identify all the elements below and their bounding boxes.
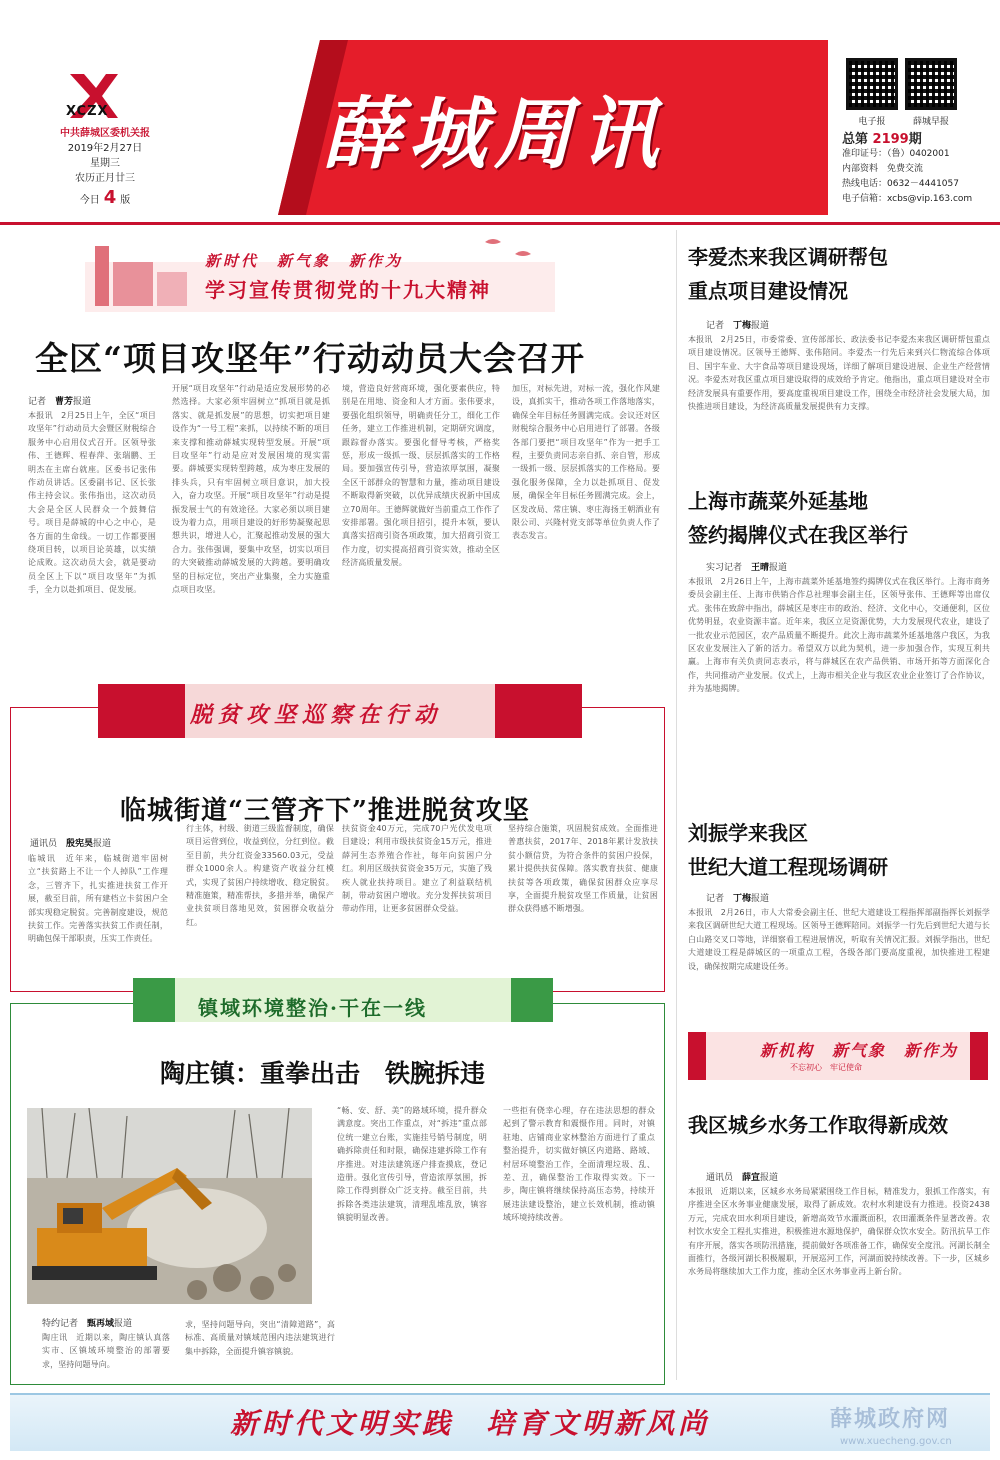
qr2-label: 薛城早报	[912, 117, 949, 127]
masthead-left-info	[30, 126, 180, 208]
lead-body-col-3: 境，营造良好营商环境，强化要素供应，特别是在用地、资金和人才方面。张伟要求，要强化组织领导，明确责任分工，细化工作任务，建立工作推进机制，定期研究调度，跟踪督办落实。要强化督导考核，严格奖惩，形成一级抓一级、层层抓落实的工作格局。要加强宣传引导，营造浓厚氛围，凝聚全区干部群众的智慧和力量，推动项目建设不断取得新突破，以优异成绩庆祝新中国成立70周年。王德辉就做好当前重点工作作了安排部署。强化项目招引，提升本领，要认真落实招商引资各项政策，加大招商引资工作力度，切实提高招商引资实效，推动全区经济高质量发展。	[342, 384, 500, 568]
right-story-1-headline[interactable]: 李爱杰来我区调研帮包 重点项目建设情况	[688, 245, 888, 303]
new-agency-banner-subtitle: 不忘初心 牢记使命	[790, 1063, 862, 1072]
congress-banner-title: 学习宣传贯彻党的十九大精神	[205, 278, 491, 302]
newspaper-title: 薛城周讯	[322, 89, 667, 180]
environment-headline[interactable]: 陶庄镇：重拳出击 铁腕拆违	[160, 1059, 486, 1088]
environment-body-col-1: 陶庄讯 近期以来，陶庄镇认真落实市、区镇域环境整治的部署要求，坚持问题导向。	[42, 1333, 170, 1369]
right-story-2-byline: 实习记者 王晴报道	[706, 563, 788, 573]
right-story-4-body: 本报讯 近期以来，区城乡水务局紧紧围绕工作目标，精准发力，狠抓工作落实，有序推进全区水务事业健康发展，取得了新成效。农村水利建设有力推进。投资2438万元，完成农田水利项目建设，新增高效节水灌溉面积，农田灌溉条件显著改善。农村饮水安全工程扎实推进，积极推进水源地保护，确保群众饮水安全。防汛抗旱工作有序开展，落实各项防汛措施，提前做好各项准备工作，确保安全度汛。河湖长制全面推行，各级河湖长积极履职，开展巡河工作，河湖面貌持续改善。下一步，区城乡水务局将继续加大工作力度，推动全区水务事业再上新台阶。	[688, 1187, 990, 1277]
environment-body-col-4: 一些拒有侥幸心理，存在违法思想的群众起到了警示教育和震慑作用。同时，对镇驻地、店铺商业家林整治方面进行了重点整治提升，切实做好镇区内道路、路域、村居环境整治工作，全面清理垃圾、乱、差、丑，确保整治工作取得实效。下一步，陶庄镇将继续保持高压态势，持续开展违法建设整治，建立长效机制，推动镇域环境持续改善。	[503, 1106, 655, 1223]
poverty-body-col-2: 行主体，村级、街道三级监督制度，确保项目运营到位，收益到位，分红到位。截至目前，共分红资金33560.03元，受益群众1000余人。构建资产收益分红模式，实现了贫困户持续增收、稳定脱贫。精准施策，精准帮扶，多措并举，确保产业扶贫项目落地见效，贫困群众收益分红。	[186, 824, 334, 927]
poverty-body-col-1: 临城讯 近年来，临城街道牢固树立“扶贫路上不让一个人掉队”工作理念，三管齐下，扎实推进扶贫工作开展，截至目前，所有建档立卡贫困户全部实现稳定脱贫。完善制度建设，规范扶贫工作。完善落实扶贫工作责任制，明确包保干部职责，压实工作责任。	[28, 854, 168, 944]
right-story-2-body: 本报讯 2月26日上午，上海市蔬菜外延基地签约揭牌仪式在我区举行。上海市商务委员会副主任、上海市供销合作总社理事会副主任，区领导张伟、王德辉等出席仪式。张伟在致辞中指出，薛城区是枣庄市的政治、经济、文化中心，交通便利，区位优势明显，农业资源丰富。近年来，我区立足资源优势，大力发展现代农业，建设了一批农业示范园区，农产品质量不断提升。此次上海市蔬菜外延基地落户我区，为我区农业发展注入了新的活力。希望双方以此为契机，进一步加强合作，实现互利共赢。上海市有关负责同志表示，将与薛城区在农产品供销、市场开拓等方面深化合作，共同推动产业发展。仪式上，上海市相关企业与我区农业企业签订了合作协议，并为基地揭牌。	[688, 577, 990, 694]
environment-body-col-2: 求，坚持问题导向，突出“清障道路”，高标准、高质量对镇域范围内违法建筑进行集中拆除，全面提升镇容镇貌。	[185, 1320, 335, 1356]
column-divider	[676, 230, 677, 1380]
distribution-note: 内部资料 免费交流	[842, 164, 924, 174]
weekday: 星期三	[90, 158, 120, 169]
morning-paper-qr-icon[interactable]	[905, 58, 957, 110]
poverty-byline: 通讯员 殷宪昊报道	[30, 839, 112, 849]
poverty-headline[interactable]: 临城街道“三管齐下”推进脱贫攻坚	[120, 796, 530, 826]
right-story-3-body: 本报讯 2月26日，市人大常委会副主任、世纪大道建设工程指挥部副指挥长刘振学来我区调研世纪大道工程现场。区领导王德辉陪同。刘振学一行先后到世纪大道与长白山路交叉口等地，详细察看工程进展情况，听取有关情况汇报。刘振学指出，世纪大道建设工程是薛城区的一项重点工程，各级各部门要高度重视，加快推进工程建设，确保按期完成建设任务。	[688, 908, 990, 971]
right-story-3-byline: 记者 丁梅报道	[706, 894, 770, 904]
masthead	[0, 0, 1000, 225]
right-story-3-headline[interactable]: 刘振学来我区 世纪大道工程现场调研	[688, 821, 888, 879]
watermark: 薛城政府网	[830, 1407, 951, 1432]
watermark-url: www.xuecheng.gov.cn	[840, 1436, 952, 1447]
right-story-2-headline[interactable]: 上海市蔬菜外延基地 签约揭牌仪式在我区举行	[688, 489, 908, 547]
lead-body-col-4: 加压，对标先进，对标一流，强化作风建设，真抓实干，推动各项工作落地落实，确保全年目标任务圆满完成。会议还对区财税综合服务中心启用进行了部署。各级各部门要把“项目攻坚年”作为一把手工程，主要负责同志亲自抓、亲自管，形成一级抓一级、层层抓落实的工作格局。要强化服务保障，全力以赴抓项目、促发展，确保全年目标任务圆满完成。会上，区发改局、常庄镇、枣庄海扬王朝酒业有限公司、兴隆村党支部等单位负责人作了表态发言。	[512, 384, 660, 541]
lead-headline[interactable]: 全区“项目攻坚年”行动动员大会召开	[35, 339, 585, 378]
epaper-qr-icon[interactable]	[846, 58, 898, 110]
poverty-banner-title: 脱贫攻坚巡察在行动	[190, 702, 443, 728]
right-story-1-byline: 记者 丁梅报道	[706, 321, 770, 331]
issue-number: 总第 2199期	[842, 132, 922, 147]
lead-body-col-2: 开展“项目攻坚年”行动是适应发展形势的必然选择。大家必须牢固树立“抓项目就是抓落实、就是抓发展”的思想，切实把项目建设作为“一号工程”来抓，以持续不断的项目来支撑和推动薛城实现转型发展。开展“项目攻坚年”行动是应对发展困境的现实需要。薛城要实现转型跨越，成为枣庄发展的排头兵，只有牢固树立项目意识，加大投入，奋力攻坚。开展“项目攻坚年”行动是提振发展士气的有效途径。大家必须以项目建设为着力点，用项目建设的好形势凝聚起思想共识，增进人心，汇聚起推动发展的强大合力。张伟强调，要集中攻坚，切实以项目的大突破推动薛城发展的大跨越。要明确攻坚的目标定位，突出产业集聚，全力实施重点项目攻坚。	[172, 384, 330, 595]
new-agency-banner-title: 新机构 新气象 新作为	[760, 1041, 959, 1060]
lead-byline: 记者 曹芳报道	[28, 397, 92, 407]
poverty-body-col-4: 坚持综合施策，巩固脱贫成效。全面推进普惠扶贫，2017年、2018年累计发放扶贫小额信贷，为符合条件的贫困户投保，累计提供扶贫保障。落实教育扶贫、健康扶贫等各项政策，确保贫困群众应享尽享，全面提升脱贫攻坚工作质量，让贫困群众获得感不断增强。	[508, 824, 658, 914]
environment-banner-title: 镇域环境整治·干在一线	[198, 996, 427, 1020]
right-story-1-body: 本报讯 2月25日，市委常委、宣传部部长、政法委书记李爱杰来我区调研帮包重点项目建设情况。区领导王德辉、张伟陪同。李爱杰一行先后来到兴仁物流综合体项目、国宇车业、大宇食品等项目建设现场，详细了解项目建设进展、企业生产经营情况。李爱杰对我区重点项目建设取得的成效给予肯定。他指出，重点项目建设对全市经济发展具有重要作用，要高度重视项目建设工作，围绕全市经济社会发展大局，加快推进项目建设，为经济高质量发展提供有力支撑。	[688, 335, 990, 412]
page-count: 今日 4 版	[79, 187, 131, 208]
environment-body-col-3: “畅、安、舒、美”的路域环境，提升群众满意度。突出工作重点，对“拆违”重点部位统一建立台账，实施挂号销号制度，明确拆除责任和时限，确保违建拆除工作有序推进。对违法建筑逐户排查摸底，登记造册。强化宣传引导，营造浓厚氛围，拆除工作得到群众广泛支持。截至目前，共拆除各类违法建筑，清理乱堆乱放，镇容镇貌明显改善。	[337, 1106, 487, 1223]
email: 电子信箱：xcbs@vip.163.com	[842, 194, 973, 204]
org-name: 中共薛城区委机关报	[60, 128, 150, 139]
masthead-right-info	[842, 132, 992, 207]
qr1-label: 电子报	[858, 117, 886, 127]
lead-body-col-1: 本报讯 2月25日上午，全区“项目攻坚年”行动动员大会暨区财税综合服务中心启用仪式召开。区领导张伟、王德辉、程春萍、张瑞鹏、王明杰在主席台就座。区委书记张伟作动员讲话。区委副书记、区长张伟主持会议。张伟指出，这次动员大会是全区人民群众一个鼓舞信号。项目是薛城的中心之中心，是各方面的生命线。一切工作都要围绕项目转，以项目论英雄，以实绩论成败。这次动员大会，就是要动员全区上下以“项目攻坚年”为抓手，全力以赴抓项目、促发展。	[28, 411, 156, 595]
permit-number: 准印证号：（鲁）0402001	[842, 149, 950, 159]
environment-byline: 特约记者 甄再域报道	[42, 1319, 133, 1329]
congress-banner-slogan: 新时代 新气象 新作为	[205, 252, 404, 270]
logo-text: XCZX	[66, 104, 109, 119]
demolition-photo	[27, 1108, 312, 1304]
hotline: 热线电话：0632－4441057	[842, 179, 959, 189]
footer-slogan: 新时代文明实践 培育文明新风尚	[230, 1407, 711, 1440]
lunar-date: 农历正月廿三	[75, 173, 135, 184]
right-story-4-byline: 通讯员 薛宣报道	[706, 1173, 779, 1183]
poverty-body-col-3: 扶贫资金40万元，完成70户光伏发电项目建设；利用市级扶贫资金15万元，推进薛河生态养殖合作社，每年向贫困户分红。利用区级扶贫资金35万元，实施了残疾人就业扶持项目。建立了利益联结机制，带动贫困户增收。充分发挥扶贫项目带动作用，让更多贫困群众受益。	[342, 824, 492, 914]
issue-date: 2019年2月27日	[67, 143, 143, 154]
right-story-4-headline[interactable]: 我区城乡水务工作取得新成效	[688, 1113, 948, 1137]
